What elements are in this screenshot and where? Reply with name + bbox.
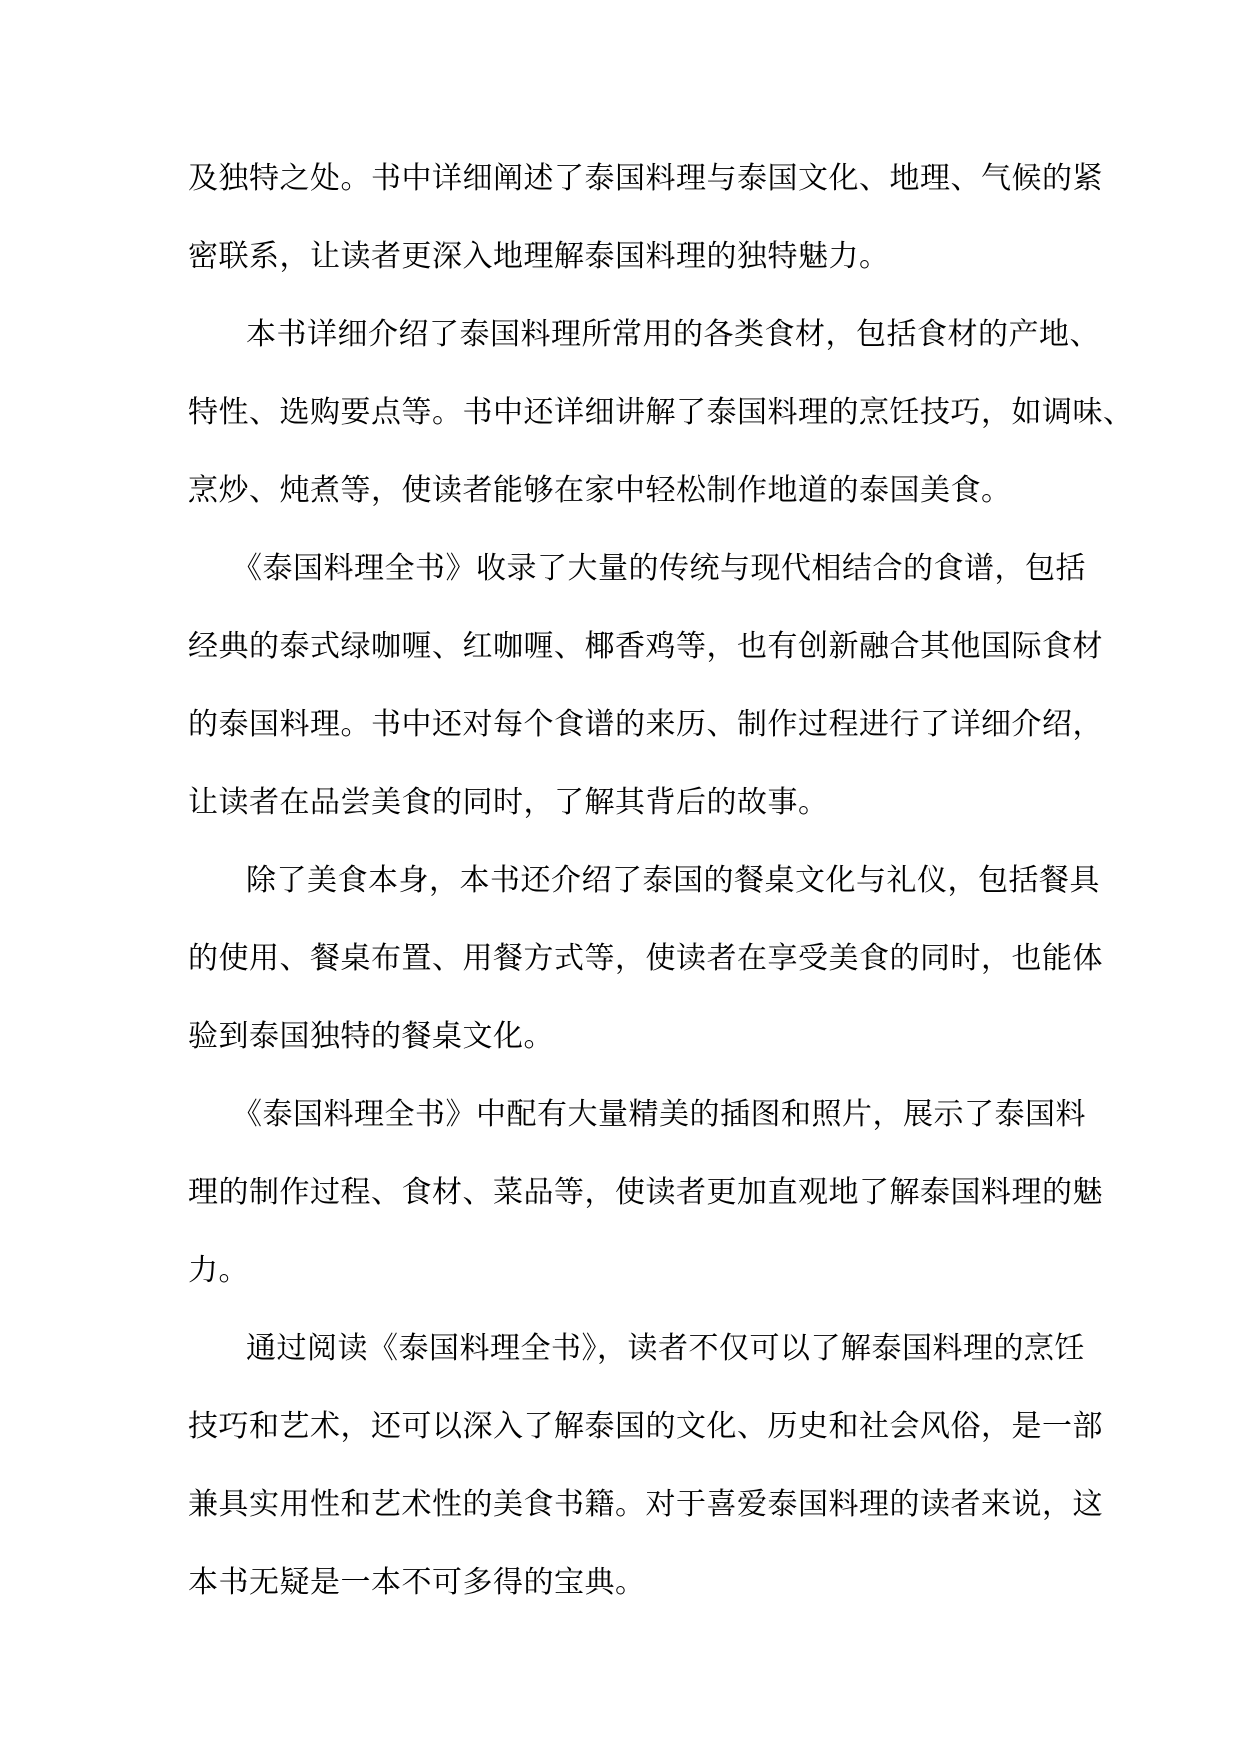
paragraph-first-line: 本书详细介绍了泰国料理所常用的各类食材，包括食材的产地、 (246, 317, 1100, 352)
text-line: 特性、选购要点等。书中还详细讲解了泰国料理的烹饪技巧，如调味、 (188, 395, 1134, 430)
text-line: 验到泰国独特的餐桌文化。 (188, 1019, 554, 1054)
text-line: 让读者在品尝美食的同时，了解其背后的故事。 (188, 785, 829, 820)
paragraph-first-line: 《泰国料理全书》收录了大量的传统与现代相结合的食谱，包括 (232, 551, 1086, 586)
text-line: 及独特之处。书中详细阐述了泰国料理与泰国文化、地理、气候的紧 (188, 161, 1103, 196)
body-text (188, 140, 1134, 1622)
text-line: 密联系，让读者更深入地理解泰国料理的独特魅力。 (188, 239, 890, 274)
text-line: 烹炒、炖煮等，使读者能够在家中轻松制作地道的泰国美食。 (188, 473, 1012, 508)
text-line: 技巧和艺术，还可以深入了解泰国的文化、历史和社会风俗，是一部 (188, 1409, 1103, 1444)
paragraph-first-line: 除了美食本身，本书还介绍了泰国的餐桌文化与礼仪，包括餐具 (246, 863, 1100, 898)
text-line: 的使用、餐桌布置、用餐方式等，使读者在享受美食的同时，也能体 (188, 941, 1103, 976)
text-line: 力。 (188, 1253, 249, 1288)
paragraph-first-line: 《泰国料理全书》中配有大量精美的插图和照片，展示了泰国料 (232, 1097, 1086, 1132)
text-line: 本书无疑是一本不可多得的宝典。 (188, 1565, 646, 1600)
paragraph-first-line: 通过阅读《泰国料理全书》，读者不仅可以了解泰国料理的烹饪 (246, 1331, 1085, 1366)
text-line: 经典的泰式绿咖喱、红咖喱、椰香鸡等，也有创新融合其他国际食材 (188, 629, 1103, 664)
text-line: 的泰国料理。书中还对每个食谱的来历、制作过程进行了详细介绍， (188, 707, 1103, 742)
text-line: 理的制作过程、食材、菜品等，使读者更加直观地了解泰国料理的魅 (188, 1175, 1103, 1210)
text-line: 兼具实用性和艺术性的美食书籍。对于喜爱泰国料理的读者来说，这 (188, 1487, 1103, 1522)
